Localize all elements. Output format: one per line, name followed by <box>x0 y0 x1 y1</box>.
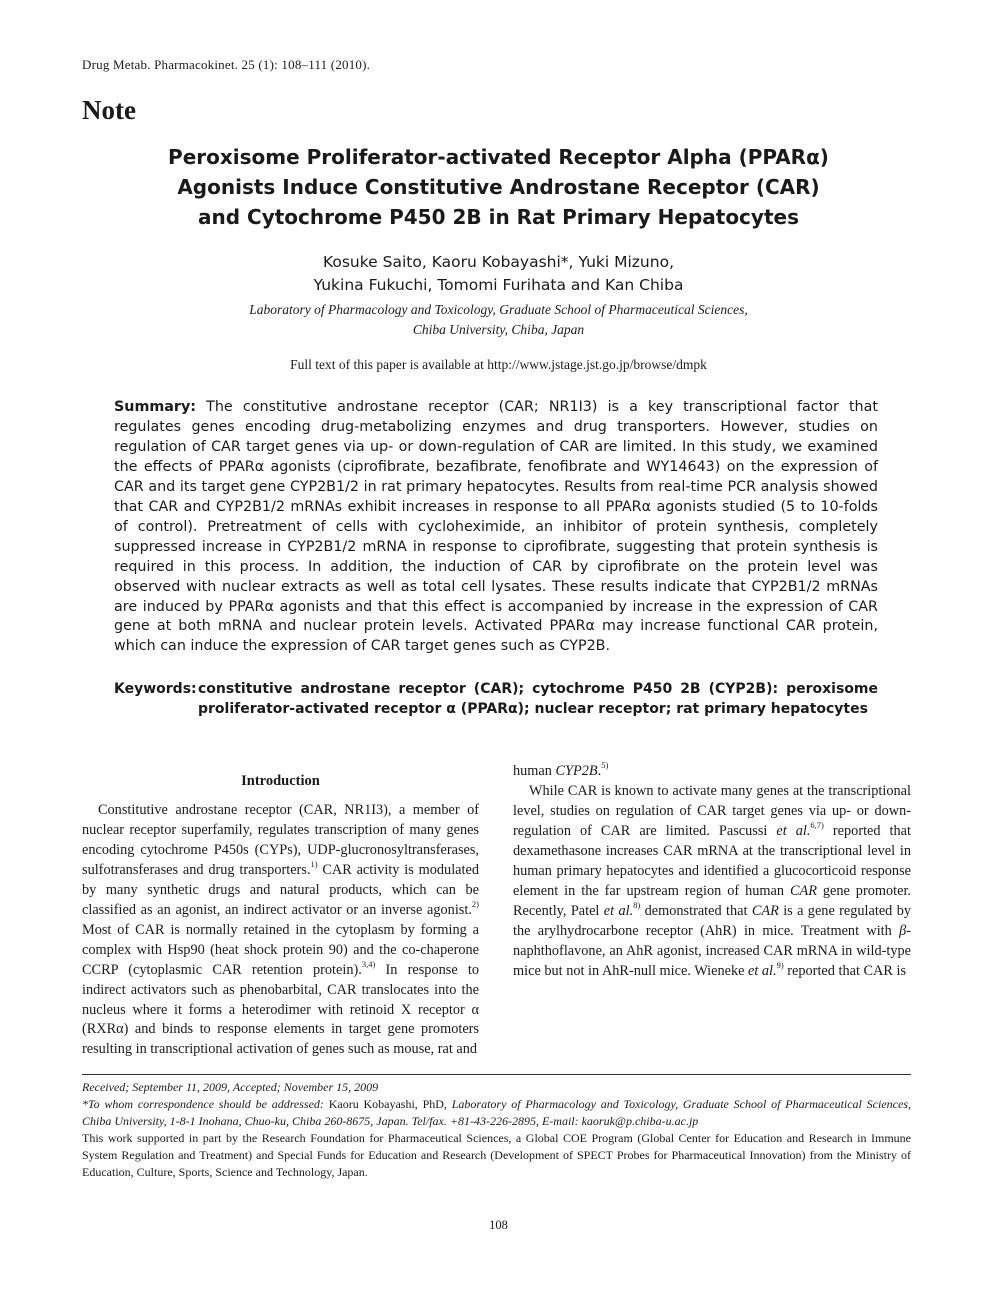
author-line: Yukina Fukuchi, Tomomi Furihata and Kan Chiba <box>313 276 684 294</box>
citation-ref: 2) <box>471 899 479 909</box>
page-number: 108 <box>489 1218 508 1232</box>
left-column <box>82 772 479 1060</box>
abstract-text: The constitutive androstane receptor (CAR; NR1I3) is a key transcriptional factor that regulates genes encoding drug-metabolizing enzymes and drug transporters. However, studies on regulation of CAR target genes via up- or down-regulation of CAR are limited. In this study, we examined the effects of PPARα agonists (ciprofibrate, bezafibrate, fenofibrate and WY14643) on the expression of CAR and its target gene CYP2B1/2 in rat primary hepatocytes. Results from real-time PCR analysis showed that CAR and CYP2B1/2 mRNAs exhibit increases in response to all PPARα agonists studied (5 to 10-folds of control). Pretreatment of cells with cycloheximide, an inhibitor of protein synthesis, completely suppressed increase in CYP2B1/2 mRNA in response to ciprofibrate, suggesting that protein synthesis is required in this process. In addition, the induction of CAR by ciprofibrate on the protein level was observed with nuclear extracts as well as total cell lysates. These results indicate that CYP2B1/2 mRNAs are induced by PPARα agonists and that this effect is accompanied by increase in the expression of CAR gene at both mRNA and nuclear protein levels. Activated PPARα may increase functional CAR protein, which can induce the expression of CAR target genes such as CYP2B. <box>114 399 878 655</box>
title-line: and Cytochrome P450 2B in Rat Primary Hepatocytes <box>198 205 799 229</box>
correspondence: *To whom correspondence should be addressed: Kaoru Kobayashi, PhD, Laboratory of Pharmacology and Toxicology, Graduate School of Pharmaceutical Sciences, Chiba University, 1-8-1 Inohana, Chuo-ku, Chiba 260-8675, Japan. Tel/fax. +81-43-226-2895, E-mail: kaoruk@p.chiba-u.ac.jp <box>82 1097 911 1128</box>
intro-paragraph-2: While CAR is known to activate many genes at the transcriptional level, studies on regulation of CAR target genes via up- or down-regulation of CAR are limited. Pascussi et al.$^{6,7)}$ reported that dexamethasone increases CAR mRNA at the transcriptional level in human primary hepatocytes and identified a glucocorticoid response element in the far upstream region of human CAR gene promoter. Recently, Patel et al.$^{8)}$ demonstrated that CAR is a gene regulated by the arylhydrocarbone receptor (AhR) in mice. Treatment with β-naphthoflavone, an AhR agonist, increased CAR mRNA in wild-type mice but not in AhR-null mice. Wieneke et al.$^{9)}$ reported that CAR is <box>513 782 912 979</box>
paper-title <box>150 142 847 232</box>
right-column <box>513 762 911 981</box>
title-line: Agonists Induce Constitutive Androstane Receptor (CAR) <box>177 175 820 199</box>
keywords-label: Keywords: <box>114 681 197 697</box>
citation-ref: 5) <box>601 760 609 771</box>
journal-reference: Drug Metab. Pharmacokinet. 25 (1): 108–111 (2010). <box>82 57 371 72</box>
section-label: Note <box>82 95 136 125</box>
citation-ref: 6,7) <box>810 820 824 831</box>
keywords-text: constitutive androstane receptor (CAR); cytochrome P450 2B (CYP2B): peroxisome proliferator-activated receptor α (PPARα); nuclear receptor; rat primary hepatocytes <box>198 681 878 717</box>
citation-ref: 3,4) <box>361 958 376 969</box>
author-line: Kosuke Saito, Kaoru Kobayashi*, Yuki Mizuno, <box>322 253 674 271</box>
keywords <box>114 679 878 719</box>
affiliation <box>150 300 847 340</box>
affiliation-line: Laboratory of Pharmacology and Toxicology, Graduate School of Pharmaceutical Sciences, <box>249 302 748 317</box>
citation-ref: 9) <box>776 959 784 970</box>
received-dates: Received; September 11, 2009, Accepted; November 15, 2009 <box>82 1080 379 1094</box>
abstract-label: Summary: <box>114 399 197 415</box>
intro-paragraph-1: Constitutive androstane receptor (CAR, NR1I3), a member of nuclear receptor superfamily, regulates transcription of many genes encoding cytochrome P450s (CYPs), UDP-glucronosyltransferases, sulfotransferases and drug transporters.$^{1)}$ CAR activity is modulated by many synthetic drugs and natural products, which can be classified as an agonist, an indirect activator or an inverse agonist.$^{2)}$ Most of CAR is normally retained in the cytoplasm by forming a complex with Hsp90 (heat shock protein 90) and the co-chaperone CCRP (cytoplasmic CAR retention protein).$^{3,4)}$ In response to indirect activators such as phenobarbital, CAR translocates into the nucleus where it forms a heterodimer with retinoid X receptor α (RXRα) and binds to response elements in target gene promoters resulting in transcriptional activation of genes such as mouse, rat and <box>82 802 480 1058</box>
affiliation-line: Chiba University, Chiba, Japan <box>412 322 585 337</box>
abstract <box>114 398 878 657</box>
citation-ref: 8) <box>633 899 641 910</box>
funding-statement: This work supported in part by the Research Foundation for Pharmaceutical Sciences, a Global COE Program (Global Center for Education and Research in Immune System Regulation and Treatment) and Special Funds for Education and Research (Development of SPECT Probes for Pharmaceutical Innovation) from the Ministry of Education, Culture, Sports, Science and Technology, Japan. <box>82 1131 911 1179</box>
section-heading-introduction: Introduction <box>241 773 320 789</box>
footnote-divider <box>82 1074 911 1075</box>
title-line: Peroxisome Proliferator-activated Receptor Alpha (PPARα) <box>168 145 829 169</box>
fulltext-availability: Full text of this paper is available at http://www.jstage.jst.go.jp/browse/dmpk <box>290 357 707 372</box>
footnotes <box>82 1079 911 1181</box>
intro-paragraph-1-continued: human CYP2B.$^{5)}$ <box>513 760 609 779</box>
author-list <box>150 251 847 297</box>
citation-ref: 1) <box>310 859 318 870</box>
